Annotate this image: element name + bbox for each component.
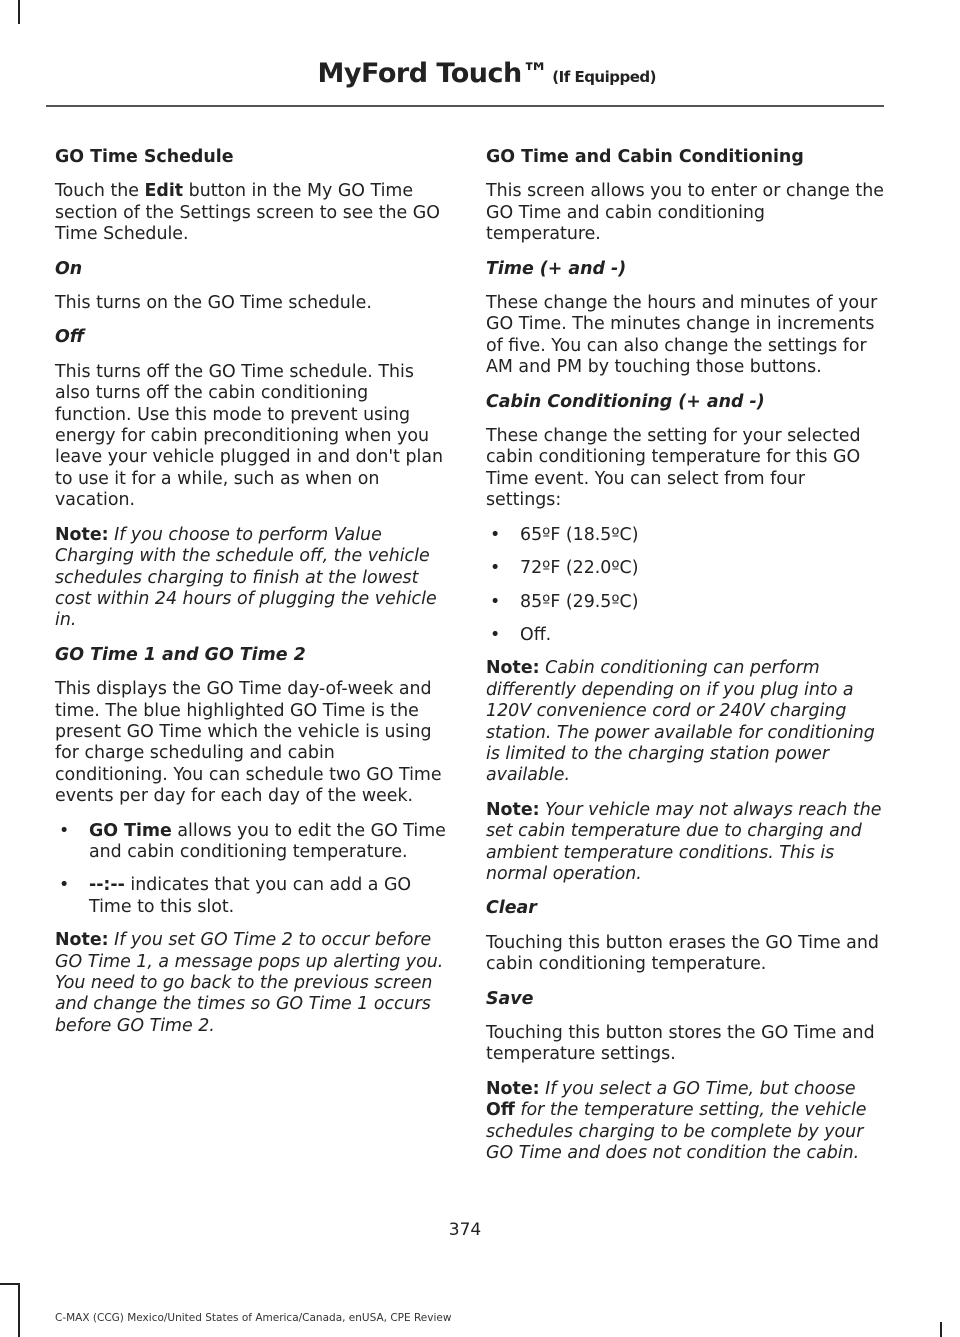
page-footer: C-MAX (CCG) Mexico/United States of America/Canada, enUSA, CPE Review [55,1312,452,1324]
paragraph-clear: Touching this button erases the GO Time and cabin conditioning temperature. [486,932,879,975]
crop-mark-bottom-left-h [0,1283,20,1285]
paragraph-on: This turns on the GO Time schedule. [55,293,372,314]
heading-off: Off [55,327,85,348]
paragraph-edit-button: Touch the Edit button in the My GO Time section of the Settings screen to see the GO Time Schedule. [55,181,440,245]
page-number: 374 [448,1220,482,1240]
heading-save: Save [486,988,534,1009]
header-rule [46,105,884,107]
heading-go-time-1-2: GO Time 1 and GO Time 2 [55,644,306,665]
paragraph-save: Touching this button stores the GO Time and temperature settings. [486,1023,875,1065]
list-item: • GO Time allows you to edit the GO Time and cabin conditioning temperature. [59,820,446,862]
list-item: • 72ºF (22.0ºC) [490,558,639,579]
paragraph-off: This turns off the GO Time schedule. This also turns off the cabin conditioning function. Use this mode to prevent using energy for cabin preconditioning when you leave your vehicle plugged in and don't plan to use it for a while, such as when on vacation. [55,361,444,511]
paragraph-screen: This screen allows you to enter or change the GO Time and cabin conditioning temperature. [486,181,884,245]
note-off-temperature: Note: If you select a GO Time, but choose Off for the temperature setting, the vehicle schedules charging to be complete by your GO Time and does not condition the cabin. [486,1078,867,1164]
right-column [486,147,884,1177]
note-cabin-conditioning: Note: Cabin conditioning can perform differently depending on if you plug into a 120V convenience cord or 240V charging station. The power available for conditioning is limited to the charging station power available. [486,658,875,786]
header-suffix: (If Equipped) [552,68,656,86]
note-cabin-temperature: Note: Your vehicle may not always reach the set cabin temperature due to charging and ambient temperature conditions. This is normal operation. [486,799,882,884]
paragraph-cabin-conditioning: These change the setting for your selected cabin conditioning temperature for this GO Time event. You can select from four settings: [486,426,861,511]
crop-mark-top-left [18,0,20,24]
paragraph-go-time-display: This displays the GO Time day-of-week and time. The blue highlighted GO Time is the present GO Time which the vehicle is using for charge scheduling and cabin conditioning. You can schedule two GO Time events per day for each day of the week. [55,679,442,807]
heading-go-time-schedule: GO Time Schedule [55,147,234,167]
list-item: • 85ºF (29.5ºC) [490,591,639,612]
crop-mark-bottom-left [18,1283,20,1337]
paragraph-time: These change the hours and minutes of your GO Time. The minutes change in increments of five. You can also change the settings for AM and PM by touching those buttons. [486,293,878,378]
left-column [55,147,450,1050]
list-item: • --:-- indicates that you can add a GO Time to this slot. [59,875,412,917]
heading-go-time-cabin: GO Time and Cabin Conditioning [486,147,804,167]
heading-cabin-conditioning: Cabin Conditioning (+ and -) [486,391,765,412]
page-header-title: MyFord Touch™ (If Equipped) [317,58,656,89]
note-value-charging: Note: If you choose to perform Value Charging with the schedule off, the vehicle schedules charging to finish at the lowest cost within 24 hours of plugging the vehicle in. [55,524,437,631]
heading-clear: Clear [486,898,537,919]
heading-time: Time (+ and -) [486,258,627,279]
edit-label: Edit [144,181,184,202]
heading-on: On [55,258,83,279]
crop-mark-bottom-right [940,1322,942,1337]
list-item: • Off. [490,624,552,645]
list-item: • 65ºF (18.5ºC) [490,524,639,545]
note-go-time-order: Note: If you set GO Time 2 to occur before GO Time 1, a message pops up alerting you. You need to go back to the previous screen and change the times so GO Time 1 occurs before GO Time 2. [55,930,444,1036]
